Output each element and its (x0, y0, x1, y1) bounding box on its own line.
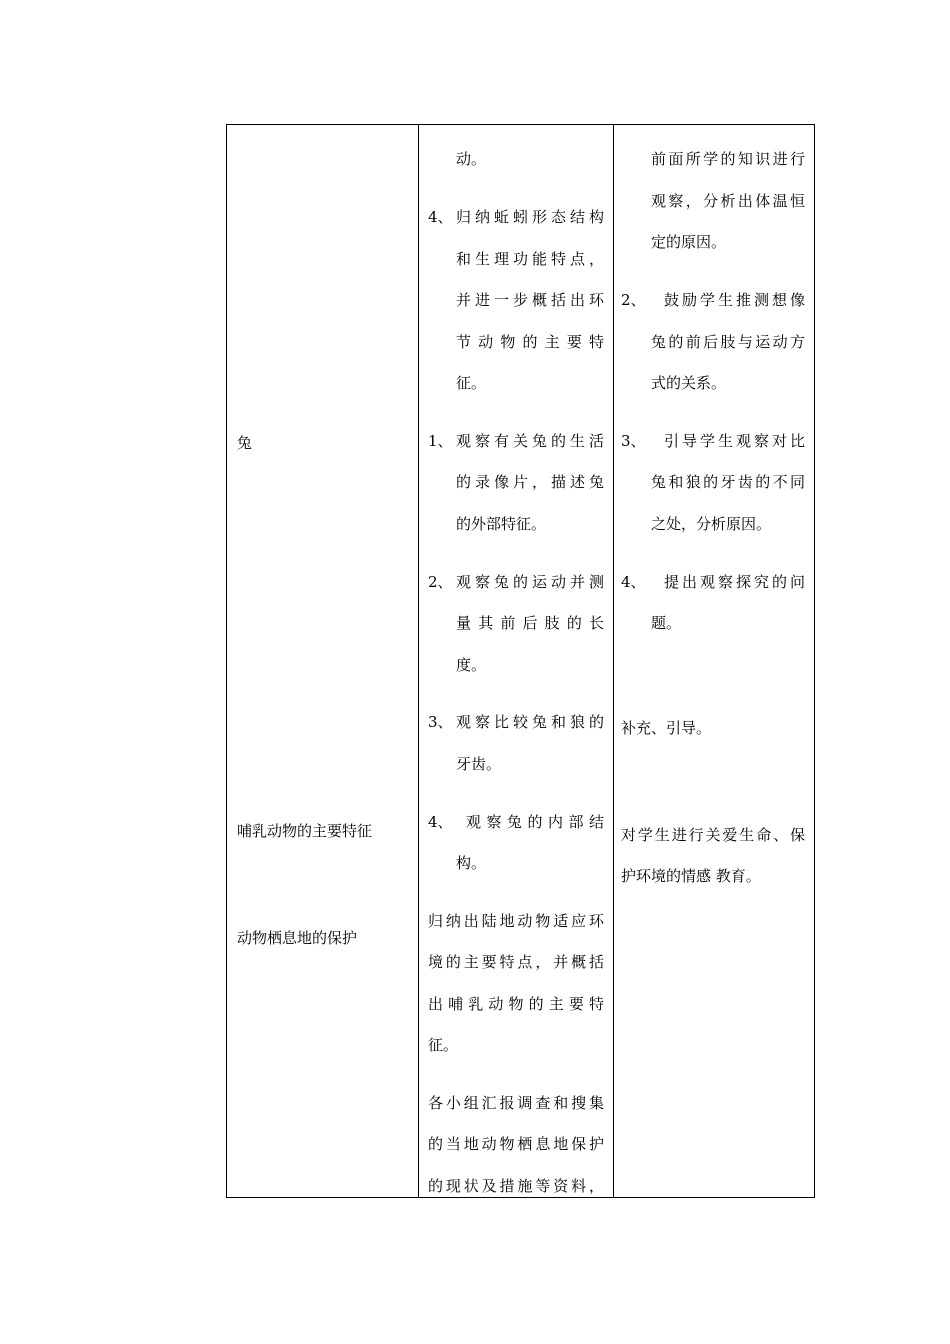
lesson-plan-table (226, 124, 815, 1198)
list-item-line: 和生理功能特点， (456, 250, 604, 268)
education-line: 对学生进行关爱生命、保 (621, 826, 805, 844)
list-item-line: 的外部特征。 (456, 515, 547, 533)
list-item-line: 归纳蚯蚓形态结构 (456, 208, 604, 226)
list-item-line: 牙齿。 (456, 755, 502, 773)
list-item-line: 节动物的主要特 (456, 333, 604, 351)
list-item-line: 观察兔的运动并测 (456, 573, 604, 591)
teacher-activity-column (614, 125, 814, 1197)
list-item-line: 鼓励学生推测想像 (664, 291, 805, 309)
topic-column (227, 125, 419, 1197)
topic-rabbit: 兔 (237, 434, 253, 452)
item-number: 2、 (428, 573, 453, 591)
report-line: 的当地动物栖息地保护 (428, 1135, 604, 1153)
item-number: 2、 (621, 291, 646, 309)
education-line: 护环境的情感 教育。 (621, 867, 761, 885)
item-number: 3、 (621, 432, 646, 450)
summary-line: 征。 (428, 1036, 459, 1054)
summary-line: 归纳出陆地动物适应环 (428, 912, 604, 930)
list-item-line: 的录像片，描述兔 (456, 473, 604, 491)
report-line: 的现状及措施等资料， (428, 1177, 604, 1195)
list-item-line: 观察有关兔的生活 (456, 432, 604, 450)
list-item-line: 定的原因。 (651, 233, 727, 251)
item-number: 4、 (428, 813, 453, 831)
list-item-line: 前面所学的知识进行 (651, 150, 805, 168)
list-item-line: 兔和狼的牙齿的不同 (651, 473, 805, 491)
summary-line: 境的主要特点，并概括 (428, 953, 604, 971)
item-number: 4、 (621, 573, 646, 591)
list-item-line: 观察，分析出体温恒 (651, 192, 805, 210)
topic-habitat-protection: 动物栖息地的保护 (237, 929, 358, 947)
list-item-line: 征。 (456, 374, 487, 392)
item-number: 3、 (428, 713, 453, 731)
student-activity-column (419, 125, 614, 1197)
list-item-line: 并进一步概括出环 (456, 291, 604, 309)
list-item-line: 观察比较兔和狼的 (456, 713, 604, 731)
list-item-line: 式的关系。 (651, 374, 727, 392)
list-item-line: 观察兔的内部结 (466, 813, 604, 831)
supplement-text: 补充、引导。 (621, 719, 712, 737)
list-item-line: 度。 (456, 656, 487, 674)
item-number: 4、 (428, 208, 453, 226)
continued-line: 动。 (456, 150, 487, 168)
summary-line: 出哺乳动物的主要特 (428, 995, 604, 1013)
list-item-line: 引导学生观察对比 (664, 432, 805, 450)
list-item-line: 之处，分析原因。 (651, 515, 772, 533)
topic-mammal-features: 哺乳动物的主要特征 (237, 822, 373, 840)
list-item-line: 量其前后肢的长 (456, 614, 604, 632)
item-number: 1、 (428, 432, 453, 450)
list-item-line: 提出观察探究的问 (664, 573, 805, 591)
list-item-line: 题。 (651, 614, 682, 632)
list-item-line: 构。 (456, 854, 487, 872)
report-line: 各小组汇报调查和搜集 (428, 1094, 604, 1112)
list-item-line: 兔的前后肢与运动方 (651, 333, 805, 351)
